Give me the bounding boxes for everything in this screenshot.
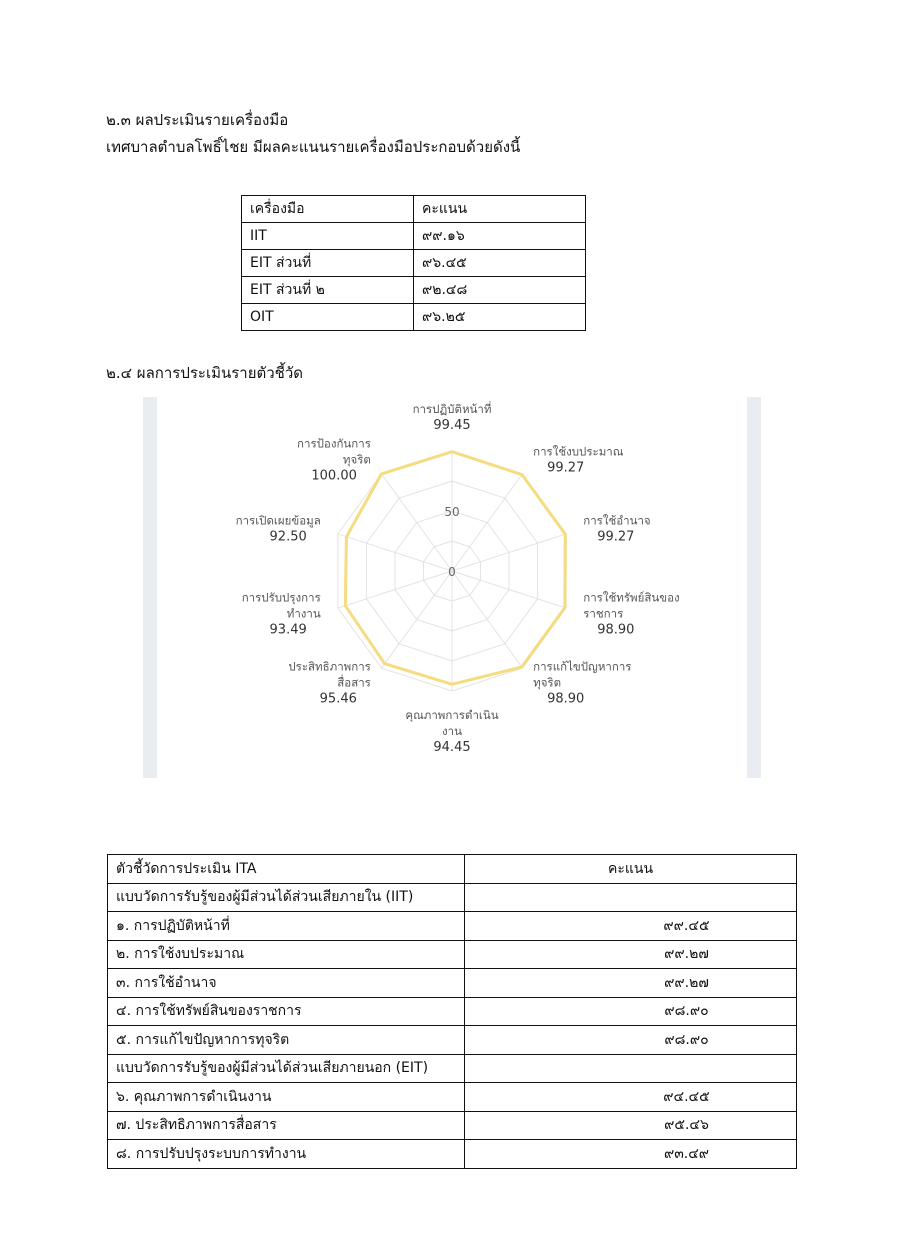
radar-ring-label: 0	[448, 565, 456, 579]
indicator-label-cell: ๖. คุณภาพการดำเนินงาน	[108, 1083, 465, 1112]
radar-value-label: 94.45	[433, 740, 471, 755]
radar-category-label: การแก้ไขปัญหาการ	[533, 659, 632, 674]
indicator-label-cell: แบบวัดการรับรู้ของผู้มีส่วนได้ส่วนเสียภายนอก (EIT)	[108, 1054, 465, 1083]
radar-ring-label: 50	[444, 505, 460, 519]
table-row	[108, 883, 797, 912]
tool-score-cell: ๙๖.๔๕	[414, 250, 586, 277]
table-row	[242, 304, 586, 331]
radar-category-label: ทุจริต	[342, 452, 371, 467]
radar-category-label: การเปิดเผยข้อมูล	[235, 513, 321, 528]
table-row	[108, 1026, 797, 1055]
table-header-cell: คะแนน	[414, 196, 586, 223]
radar-spoke	[452, 474, 523, 571]
indicator-label-cell: ๕. การแก้ไขปัญหาการทุจริต	[108, 1026, 465, 1055]
radar-spoke	[381, 571, 452, 668]
radar-category-label: ทำงาน	[286, 606, 321, 621]
indicator-score-cell: ๙๙.๒๗	[465, 940, 797, 969]
indicator-score-table	[107, 854, 797, 1169]
radar-category-label: การป้องกันการ	[297, 436, 371, 451]
indicator-score-cell: ๙๙.๒๗	[465, 969, 797, 998]
table-header-row	[242, 196, 586, 223]
table-header-row	[108, 855, 797, 884]
indicator-score-cell: ๙๘.๙๐	[465, 1026, 797, 1055]
radar-category-label: การใช้ทรัพย์สินของ	[583, 590, 680, 605]
radar-chart	[143, 397, 761, 778]
radar-spoke	[381, 474, 452, 571]
tool-score-cell: ๙๖.๒๕	[414, 304, 586, 331]
radar-value-label: 99.45	[433, 418, 471, 433]
radar-category-label: งาน	[442, 724, 462, 738]
radar-value-label: 92.50	[269, 529, 307, 545]
tool-name-cell: EIT ส่วนที่ ๒	[242, 277, 414, 304]
table-row	[108, 940, 797, 969]
indicator-label-cell: ๑. การปฏิบัติหน้าที่	[108, 912, 465, 941]
tool-score-cell: ๙๒.๔๘	[414, 277, 586, 304]
radar-value-label: 95.46	[319, 691, 357, 707]
radar-value-label: 93.49	[269, 622, 307, 638]
indicator-label-cell: ๗. ประสิทธิภาพการสื่อสาร	[108, 1111, 465, 1140]
radar-category-label: การใช้อำนาจ	[583, 513, 651, 528]
indicator-score-cell	[465, 883, 797, 912]
indicator-label-cell: ๘. การปรับปรุงระบบการทำงาน	[108, 1140, 465, 1169]
table-row	[108, 1140, 797, 1169]
radar-value-label: 98.90	[547, 691, 585, 707]
radar-category-label: การใช้งบประมาณ	[533, 444, 624, 459]
table-row	[108, 997, 797, 1026]
radar-category-label: คุณภาพการดำเนิน	[405, 708, 499, 722]
indicator-label-cell: ๓. การใช้อำนาจ	[108, 969, 465, 998]
tool-score-table	[241, 195, 586, 331]
indicator-score-cell: ๙๕.๔๖	[465, 1111, 797, 1140]
section-2-3-intro: เทศบาลตำบลโพธิ์ไชย มีผลคะแนนรายเครื่องมือประกอบด้วยดังนี้	[106, 138, 521, 156]
tool-name-cell: OIT	[242, 304, 414, 331]
radar-category-label: ประสิทธิภาพการ	[288, 659, 371, 674]
table-row	[242, 277, 586, 304]
indicator-score-cell: ๙๔.๔๕	[465, 1083, 797, 1112]
table-header-cell: ตัวชี้วัดการประเมิน ITA	[108, 855, 465, 884]
table-row	[108, 1083, 797, 1112]
table-row	[242, 250, 586, 277]
tool-name-cell: IIT	[242, 223, 414, 250]
indicator-label-cell: ๔. การใช้ทรัพย์สินของราชการ	[108, 997, 465, 1026]
tool-score-cell: ๙๙.๑๖	[414, 223, 586, 250]
radar-value-label: 99.27	[597, 529, 635, 545]
indicator-score-cell: ๙๘.๙๐	[465, 997, 797, 1026]
table-row	[108, 1054, 797, 1083]
table-row	[108, 969, 797, 998]
table-header-cell: คะแนน	[465, 855, 797, 884]
radar-category-label: การปรับปรุงการ	[241, 590, 321, 605]
radar-chart-panel	[143, 397, 761, 778]
table-header-cell: เครื่องมือ	[242, 196, 414, 223]
radar-value-label: 98.90	[597, 622, 635, 638]
radar-value-label: 100.00	[311, 468, 357, 484]
table-row	[242, 223, 586, 250]
radar-category-label: ทุจริต	[533, 675, 562, 690]
radar-category-label: ราชการ	[583, 606, 624, 621]
indicator-score-cell: ๙๓.๔๙	[465, 1140, 797, 1169]
indicator-label-cell: แบบวัดการรับรู้ของผู้มีส่วนได้ส่วนเสียภายใน (IIT)	[108, 883, 465, 912]
section-2-3-heading: ๒.๓ ผลประเมินรายเครื่องมือ	[106, 111, 289, 129]
radar-value-label: 99.27	[547, 460, 585, 476]
table-row	[108, 1111, 797, 1140]
indicator-score-cell: ๙๙.๔๕	[465, 912, 797, 941]
radar-spoke	[452, 571, 523, 668]
radar-category-label: สื่อสาร	[337, 675, 371, 690]
section-2-4-heading: ๒.๔ ผลการประเมินรายตัวชี้วัด	[106, 364, 303, 382]
indicator-score-cell	[465, 1054, 797, 1083]
tool-name-cell: EIT ส่วนที่	[242, 250, 414, 277]
table-row	[108, 912, 797, 941]
radar-category-label: การปฏิบัติหน้าที่	[412, 402, 492, 416]
indicator-label-cell: ๒. การใช้งบประมาณ	[108, 940, 465, 969]
